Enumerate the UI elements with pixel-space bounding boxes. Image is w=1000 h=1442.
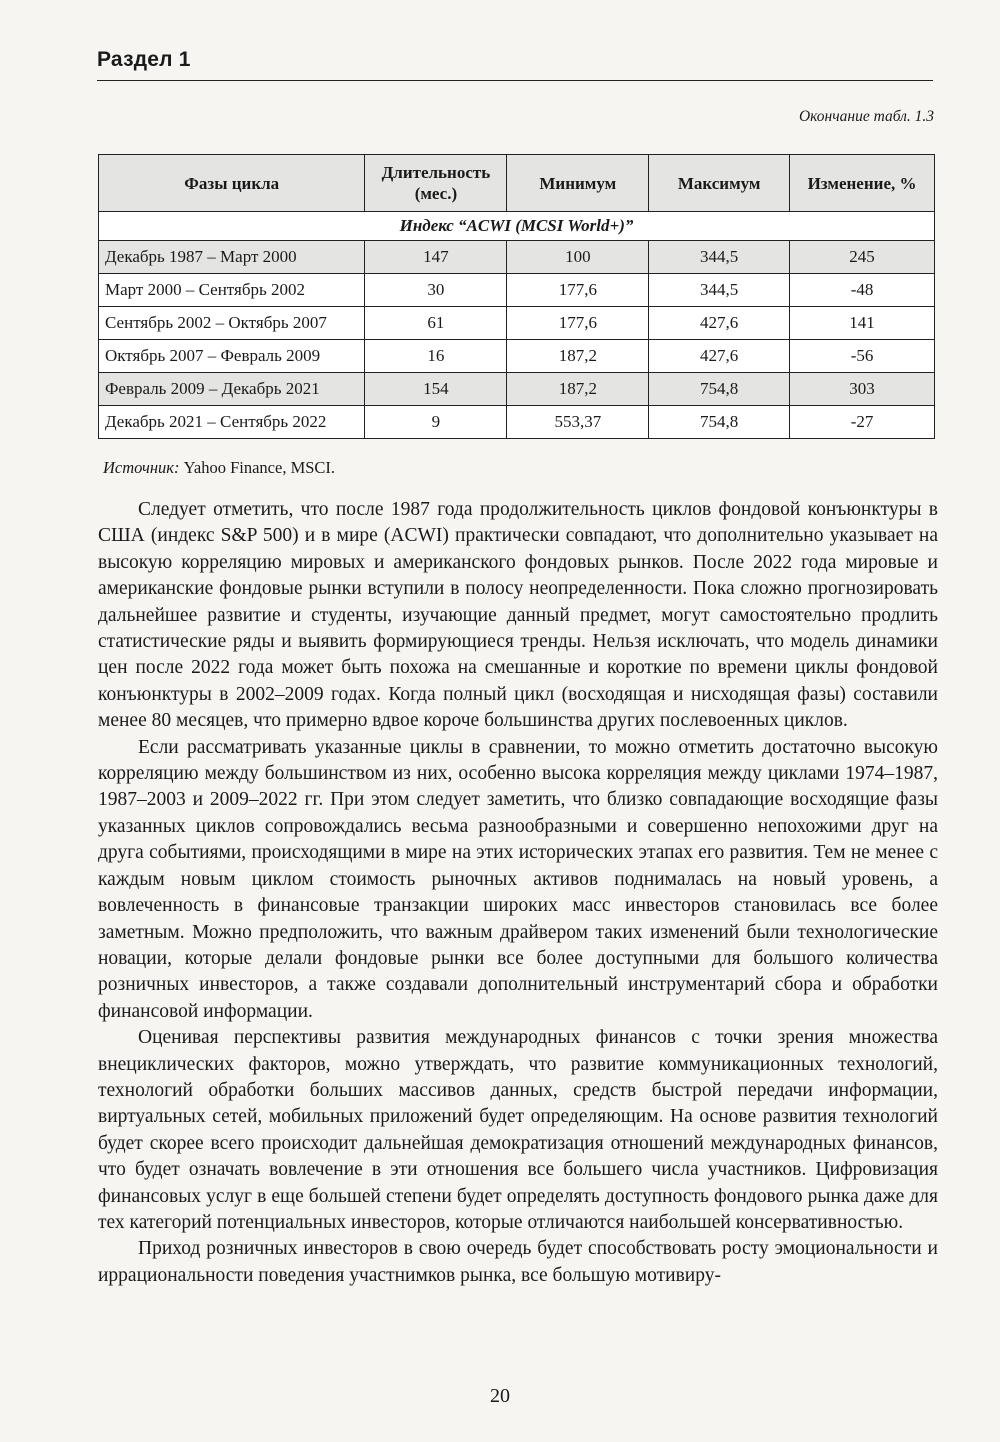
- table-row: [99, 307, 935, 340]
- cell-change: 303: [790, 373, 935, 406]
- paragraph: Если рассматривать указанные циклы в сравнении, то можно отметить достаточно высокую корреляцию между большинством из них, особенно высока корреляция между циклами 1974–1987, 1987–2003 и 2009–2022 гг. При этом следует заметить, что близко совпадающие восходящие фазы указанных циклов сопровождались весьма разнообразными и совершенно непохожими друг на друга событиями, происходящими в мире на этих исторических этапах его развития. Тем не менее с каждым новым циклом стоимость рыночных активов поднималась на новый уровень, а вовлеченность в финансовые транзакции широких масс инвесторов становилась все более заметным. Можно предположить, что важным драйвером таких изменений были технологические новации, которые делали фондовые рынки все более доступными для большого количества розничных инвесторов, а также создавали дополнительный инструментарий сбора и обработки финансовой информации.: [98, 736, 938, 1022]
- cell-phase: Сентябрь 2002 – Октябрь 2007: [99, 307, 365, 340]
- paragraph: Оценивая перспективы развития международных финансов с точки зрения множества внециклических факторов, можно утверждать, что развитие коммуникационных технологий, технологий обработки больших массивов данных, средств быстрой передачи информации, виртуальных сетей, мобильных приложений будет определяющим. На основе развития технологий будет скорее всего происходит дальнейшая демократизация отношений международных финансов, что будет означать вовлечение в эти отношения все большего числа участников. Цифровизация финансовых услуг в еще большей степени будет определять доступность фондового рынка даже для тех категорий потенциальных инвесторов, которые отличаются наибольшей консервативностью.: [98, 1027, 938, 1233]
- cell-max: 427,6: [649, 307, 790, 340]
- column-header-min: Минимум: [507, 155, 649, 212]
- table-source-note: [103, 458, 335, 478]
- cell-max: 427,6: [649, 340, 790, 373]
- cell-change: 141: [790, 307, 935, 340]
- source-label: Источник:: [103, 458, 180, 477]
- section-header: Раздел 1: [97, 48, 191, 71]
- cell-max: 344,5: [649, 241, 790, 274]
- table-row: [99, 406, 935, 439]
- body-text: [98, 497, 938, 1289]
- table-header-row: [99, 155, 935, 212]
- cell-max: 754,8: [649, 373, 790, 406]
- page-number: 20: [490, 1385, 510, 1407]
- cell-phase: Декабрь 2021 – Сентябрь 2022: [99, 406, 365, 439]
- cell-duration: 16: [365, 340, 507, 373]
- group-label: Индекс “ACWI (MCSI World+)”: [99, 212, 935, 241]
- cell-duration: 154: [365, 373, 507, 406]
- cell-phase: Февраль 2009 – Декабрь 2021: [99, 373, 365, 406]
- cycle-phases-table: [98, 154, 935, 439]
- cell-change: -56: [790, 340, 935, 373]
- cell-duration: 9: [365, 406, 507, 439]
- table-row: [99, 274, 935, 307]
- cell-min: 177,6: [507, 274, 649, 307]
- table-row: [99, 241, 935, 274]
- cell-phase: Октябрь 2007 – Февраль 2009: [99, 340, 365, 373]
- cell-change: 245: [790, 241, 935, 274]
- cell-min: 187,2: [507, 340, 649, 373]
- header-rule: [97, 80, 933, 81]
- paragraph: Приход розничных инвесторов в свою очередь будет способствовать росту эмоциональности и иррациональности поведения участнимков рынка, все большую мотивиру-: [98, 1238, 938, 1286]
- cell-duration: 61: [365, 307, 507, 340]
- cell-phase: Декабрь 1987 – Март 2000: [99, 241, 365, 274]
- cell-max: 754,8: [649, 406, 790, 439]
- column-header-phase: Фазы цикла: [99, 155, 365, 212]
- paragraph: Следует отметить, что после 1987 года продолжительность циклов фондовой конъюнктуры в США (индекс S&P 500) и в мире (ACWI) практически совпадают, что дополнительно указывает на высокую корреляцию мировых и американского фондовых рынков. После 2022 года мировые и американские фондовые рынки вступили в полосу неопределенности. Пока сложно прогнозировать дальнейшее развитие и студенты, изучающие данный предмет, могут самостоятельно продлить статистические ряды и выявить формирующиеся тренды. Нельзя исключать, что модель динамики цен после 2022 года может быть похожа на смешанные и короткие по времени циклы фондовой конъюнктуры в 2002–2009 годах. Когда полный цикл (восходящая и нисходящая фазы) составили менее 80 месяцев, что примерно вдвое короче большинства других послевоенных циклов.: [98, 499, 938, 732]
- cell-phase: Март 2000 – Сентябрь 2002: [99, 274, 365, 307]
- table-group-row: [99, 212, 935, 241]
- cell-min: 100: [507, 241, 649, 274]
- column-header-duration: Длительность (мес.): [365, 155, 507, 212]
- table-caption: Окончание табл. 1.3: [798, 108, 934, 125]
- cell-min: 177,6: [507, 307, 649, 340]
- cell-max: 344,5: [649, 274, 790, 307]
- cell-duration: 30: [365, 274, 507, 307]
- column-header-max: Максимум: [649, 155, 790, 212]
- cell-min: 553,37: [507, 406, 649, 439]
- table-row: [99, 373, 935, 406]
- cell-change: -27: [790, 406, 935, 439]
- cell-change: -48: [790, 274, 935, 307]
- table-row: [99, 340, 935, 373]
- cell-duration: 147: [365, 241, 507, 274]
- cell-min: 187,2: [507, 373, 649, 406]
- source-value: Yahoo Finance, MSCI.: [179, 458, 336, 477]
- column-header-change: Изменение, %: [790, 155, 935, 212]
